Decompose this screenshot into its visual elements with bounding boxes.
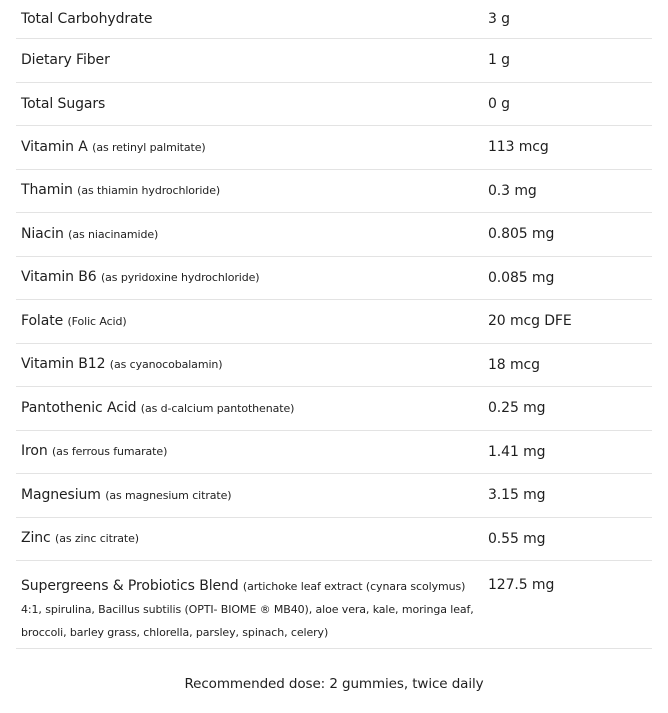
table-row	[16, 0, 652, 39]
nutrient-name: Thamin (as thiamin hydrochloride)	[21, 182, 221, 199]
table-row	[16, 83, 652, 127]
table-row	[16, 474, 652, 518]
nutrient-name: Folate (Folic Acid)	[21, 312, 127, 329]
table-row	[16, 387, 652, 431]
nutrient-source-note: (as magnesium citrate)	[105, 488, 232, 502]
nutrient-amount: 0 g	[488, 95, 510, 112]
table-row	[16, 518, 652, 562]
nutrient-name: Supergreens & Probiotics Blend (artichoke leaf extract (cynara scolymus) 4:1, spirulina, Bacillus subtilis (OPTI- BIOME ® MB40), aloe vera, kale, moringa leaf, broccoli, barley grass, chlorella, parsley, spinach, celery)	[21, 578, 474, 639]
table-row	[16, 561, 652, 649]
table-row	[16, 213, 652, 257]
nutrient-source-note: (as thiamin hydrochloride)	[77, 184, 221, 198]
nutrient-amount: 0.25 mg	[488, 400, 546, 417]
nutrient-amount: 0.085 mg	[488, 269, 555, 286]
table-row	[16, 126, 652, 170]
nutrient-name: Dietary Fiber	[21, 52, 110, 69]
blend-ingredients-note: (artichoke leaf extract (cynara scolymus) 4:1, spirulina, Bacillus subtilis (OPTI- BIOME ® MB40), aloe vera, kale, moringa leaf, broccoli, barley grass, chlorella, parsley, spinach, celery)	[21, 580, 474, 639]
nutrient-amount: 0.805 mg	[488, 226, 555, 243]
supplement-facts-table	[16, 0, 652, 649]
nutrient-amount: 20 mcg DFE	[488, 313, 572, 330]
nutrient-amount: 127.5 mg	[488, 577, 555, 593]
nutrient-amount: 3 g	[488, 11, 510, 27]
nutrient-name: Niacin (as niacinamide)	[21, 225, 159, 242]
nutrient-name: Vitamin B6 (as pyridoxine hydrochloride)	[21, 269, 260, 286]
recommended-dose: Recommended dose: 2 gummies, twice daily	[184, 676, 484, 692]
table-row	[16, 431, 652, 475]
nutrient-source-note: (as pyridoxine hydrochloride)	[100, 271, 260, 285]
nutrient-amount: 1.41 mg	[488, 443, 546, 460]
nutrient-amount: 0.3 mg	[488, 182, 537, 199]
nutrient-source-note: (as zinc citrate)	[55, 532, 139, 546]
table-row	[16, 257, 652, 301]
nutrient-amount: 0.55 mg	[488, 530, 546, 547]
nutrient-name: Pantothenic Acid (as d-calcium pantothenate)	[21, 399, 295, 416]
nutrient-source-note: (as cyanocobalamin)	[109, 358, 223, 372]
nutrient-name: Vitamin B12 (as cyanocobalamin)	[21, 356, 223, 373]
nutrient-source-note: (Folic Acid)	[67, 314, 127, 328]
nutrient-name: Total Sugars	[21, 95, 106, 112]
table-row	[16, 39, 652, 83]
nutrient-name: Vitamin A (as retinyl palmitate)	[21, 138, 206, 155]
nutrient-name: Total Carbohydrate	[21, 11, 153, 27]
nutrient-amount: 3.15 mg	[488, 487, 546, 504]
nutrient-amount: 1 g	[488, 52, 510, 69]
table-row	[16, 300, 652, 344]
nutrient-name: Magnesium (as magnesium citrate)	[21, 486, 232, 503]
nutrient-amount: 18 mcg	[488, 356, 540, 373]
nutrient-source-note: (as ferrous fumarate)	[51, 445, 168, 459]
nutrient-source-note: (as retinyl palmitate)	[92, 140, 206, 154]
table-row	[16, 344, 652, 388]
table-row	[16, 170, 652, 214]
nutrient-source-note: (as niacinamide)	[68, 227, 159, 241]
nutrient-name: Zinc (as zinc citrate)	[21, 530, 139, 547]
nutrient-name: Iron (as ferrous fumarate)	[21, 443, 168, 460]
nutrient-source-note: (as d-calcium pantothenate)	[140, 401, 295, 415]
nutrient-amount: 113 mcg	[488, 139, 549, 156]
